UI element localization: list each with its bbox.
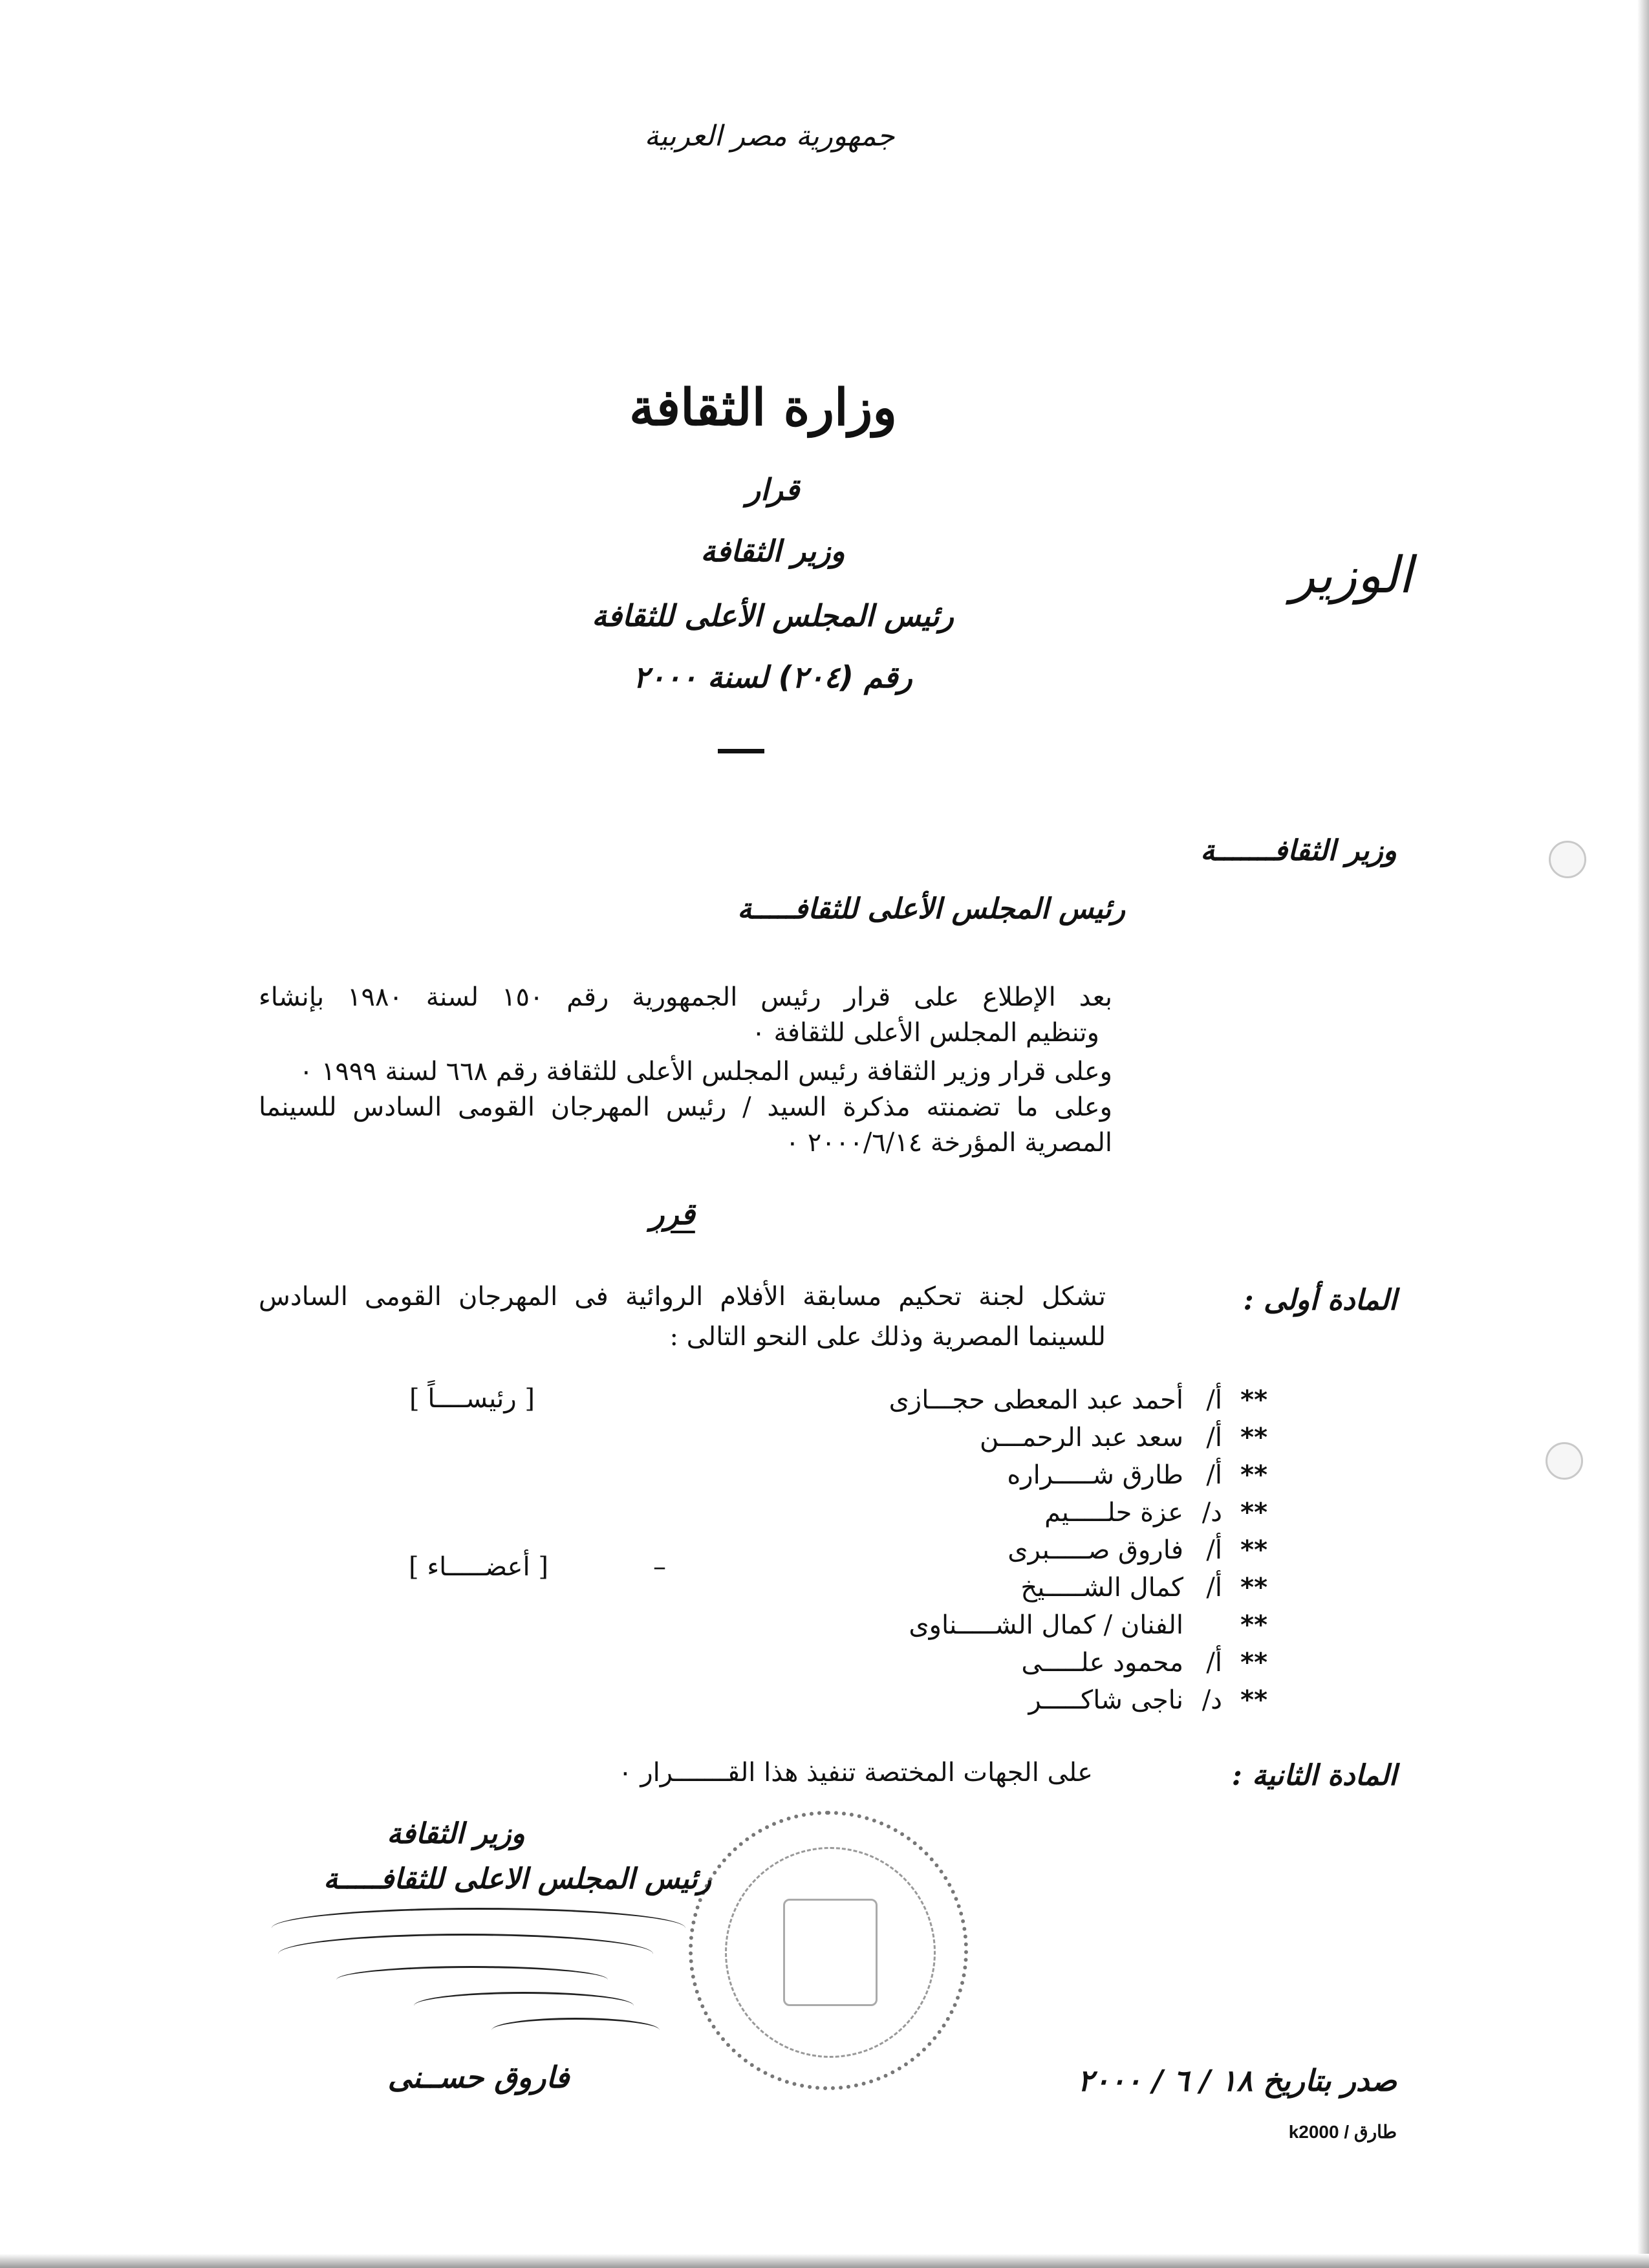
member-title: أ/ [1206, 1648, 1222, 1678]
seal-emblem [783, 1899, 878, 2006]
preamble-line-1: بعد الإطلاع على قرار رئيس الجمهورية رقم ١٥٠ لسنة ١٩٨٠ بإنشاء [259, 982, 1112, 1012]
article2-text: على الجهات المختصة تنفيذ هذا القـــــــرار ٠ [618, 1758, 1093, 1787]
member-name: أحمد عبد المعطى حجـــازى [889, 1385, 1183, 1415]
bullet-stars: ** [1240, 1385, 1267, 1415]
issuer-minister: وزير الثقافـــــــة [1200, 834, 1397, 867]
member-title: أ/ [1206, 1460, 1222, 1490]
member-title: أ/ [1206, 1573, 1222, 1603]
article1-label: المادة أولى : [1243, 1284, 1397, 1317]
ministry-logotype: وزارة الثقافة [629, 378, 897, 437]
article2-label: المادة الثانية : [1231, 1759, 1397, 1792]
issuer-council: رئيس المجلس الأعلى للثقافـــــة [737, 892, 1125, 925]
preamble-line-2: وتنظيم المجلس الأعلى للثقافة ٠ [751, 1018, 1099, 1048]
scan-edge-right [1637, 0, 1649, 2268]
member-name: سعد عبد الرحمـــن [980, 1423, 1183, 1453]
list-item [349, 1460, 1267, 1496]
member-name: عزة حلـــــيم [1044, 1498, 1183, 1528]
decree-word: قرار [746, 472, 800, 507]
decree-number: رقم (٢٠٤) لسنة ٢٠٠٠ [633, 660, 912, 695]
member-name: الفنان / كمال الشـــــناوى [909, 1610, 1183, 1640]
member-name: طارق شـــــراره [1007, 1460, 1183, 1490]
bullet-stars: ** [1240, 1423, 1267, 1453]
issue-date: صدر بتاريخ ١٨ / ٦ / ٢٠٠٠ [1077, 2063, 1397, 2098]
signatory-name: فاروق حســنى [387, 2060, 570, 2095]
punch-hole-lower [1546, 1442, 1583, 1480]
signature-council-title: رئيس المجلس الاعلى للثقافـــــة [323, 1863, 711, 1895]
bullet-stars: ** [1240, 1498, 1267, 1528]
member-title: أ/ [1206, 1385, 1222, 1415]
scan-edge-bottom [0, 2254, 1649, 2268]
member-title: أ/ [1206, 1535, 1222, 1565]
member-name: ناجى شاكـــــر [1028, 1685, 1183, 1715]
bullet-stars: ** [1240, 1460, 1267, 1490]
republic-header: جمهورية مصر العربية [644, 120, 895, 153]
member-title: د/ [1202, 1498, 1222, 1528]
article1-line-2: للسينما المصرية وذلك على النحو التالى : [669, 1322, 1106, 1352]
member-title: د/ [1202, 1685, 1222, 1715]
bullet-stars: ** [1240, 1648, 1267, 1678]
list-item [349, 1498, 1267, 1534]
preamble-line-4: وعلى ما تضمنته مذكرة السيد / رئيس المهرجان القومى السادس للسينما [259, 1092, 1112, 1122]
signature-stroke [491, 2018, 660, 2043]
list-item [349, 1610, 1267, 1647]
member-name: محمود علـــــى [1021, 1648, 1183, 1678]
article1-line-1: تشكل لجنة تحكيم مسابقة الأفلام الروائية فى المهرجان القومى السادس [259, 1282, 1106, 1312]
list-item [349, 1685, 1267, 1722]
member-name: فاروق صـــــبرى [1008, 1535, 1183, 1565]
bullet-stars: ** [1240, 1573, 1267, 1603]
member-title: أ/ [1206, 1423, 1222, 1453]
official-seal [689, 1811, 968, 2090]
preamble-line-3: وعلى قرار وزير الثقافة رئيس المجلس الأعلى للثقافة رقم ٦٦٨ لسنة ١٩٩٩ ٠ [299, 1057, 1112, 1086]
role-members: [ أعضـــــاء ] [409, 1552, 548, 1582]
preamble-line-5: المصرية المؤرخة ٢٠٠٠/٦/١٤ ٠ [785, 1128, 1112, 1158]
minister-title: وزير الثقافة [700, 534, 845, 568]
signature-stroke [336, 1966, 608, 1994]
signature-stroke [414, 1992, 634, 2020]
list-item [349, 1648, 1267, 1684]
punch-hole-upper [1549, 841, 1586, 878]
signature-minister-title: وزير الثقافة [387, 1817, 525, 1850]
minister-stamp: الوزير [1290, 546, 1413, 605]
decided-heading: قرر [650, 1196, 695, 1231]
member-name: كمال الشـــــيخ [1020, 1573, 1183, 1603]
title-rule [718, 749, 764, 753]
role-chair: [ رئيســــاً ] [409, 1384, 535, 1414]
role-dash: – [653, 1552, 666, 1582]
council-title: رئيس المجلس الأعلى للثقافة [592, 598, 954, 633]
bullet-stars: ** [1240, 1535, 1267, 1565]
reference-code: طارق / k2000 [1288, 2122, 1397, 2142]
bullet-stars: ** [1240, 1685, 1267, 1715]
list-item [349, 1423, 1267, 1459]
bullet-stars: ** [1240, 1610, 1267, 1640]
